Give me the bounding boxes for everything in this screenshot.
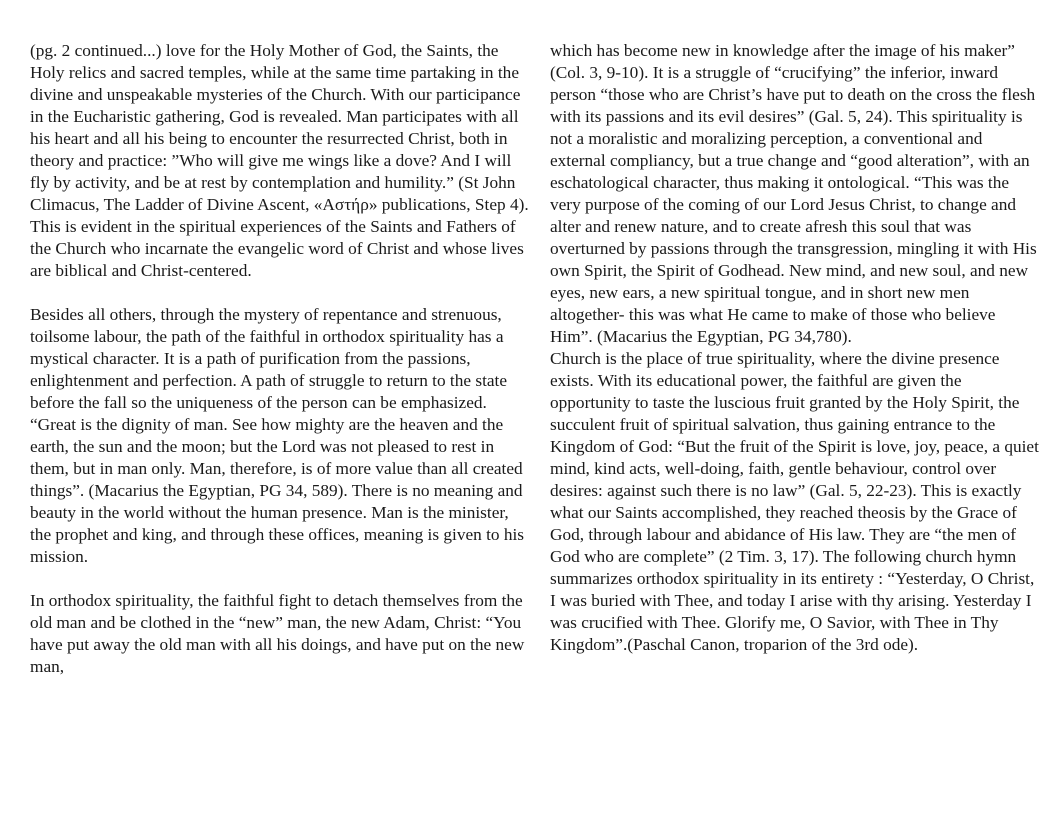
right-column [550, 40, 1040, 656]
paragraph-crucifying: which has become new in knowledge after the image of his maker” (Col. 3, 9-10). It is a struggle of “crucifying” the inferior, inward person “those who are Christ’s have put to death on the cross the flesh with its passions and its evil desires” (Gal. 5, 24). This spirituality is not a moralistic and moralizing perception, a conventional and external compliancy, but a true change and “good alteration”, with an eschatological character, thus making it ontological. “This was the very purpose of the coming of our Lord Jesus Christ, to change and alter and renew nature, and to create afresh this soul that was overturned by passions through the transgression, mingling it with His own Spirit, the Spirit of Godhead. New mind, and new soul, and new eyes, new ears, a new spiritual tongue, and in short new men altogether- this was what He came to make of those who believe Him”. (Macarius the Egyptian, PG 34,780). [550, 41, 1037, 346]
paragraph-eucharist: (pg. 2 continued...) love for the Holy Mother of God, the Saints, the Holy relics and sacred temples, while at the same time partaking in the divine and unspeakable mysteries of the Church. With our participance in the Eucharistic gathering, God is revealed. Man participates with all his heart and all his being to encounter the resurrected Christ, both in theory and practice: ”Who will give me wings like a dove? And I will fly by activity, and be at rest by contemplation and humility.” (St John Climacus, The Ladder of Divine Ascent, «Αστήρ» publications, Step 4). This is evident in the spiritual experiences of the Saints and Fathers of the Church who incarnate the evangelic word of Christ and whose lives are biblical and Christ-centered. [30, 41, 529, 280]
paragraph-new-man: In orthodox spirituality, the faithful fight to detach themselves from the old man and be clothed in the “new” man, the new Adam, Christ: “You have put away the old man with all his doings, and have put on the new man, [30, 591, 525, 676]
left-column [30, 40, 530, 678]
paragraph-mystical-path: Besides all others, through the mystery of repentance and strenuous, toilsome labour, the path of the faithful in orthodox spirituality has a mystical character. It is a path of purification from the passions, enlightenment and perfection. A path of struggle to return to the state before the fall so the uniqueness of the person can be emphasized. “Great is the dignity of man. See how mighty are the heaven and the earth, the sun and the moon; but the Lord was not pleased to rest in them, but in man only. Man, therefore, is of more value than all created things”. (Macarius the Egyptian, PG 34, 589). There is no meaning and beauty in the world without the human presence. Man is the minister, the prophet and king, and through these offices, meaning is given to his mission. [30, 305, 525, 566]
paragraph-church-spirituality: Church is the place of true spirituality, where the divine presence exists. With its educational power, the faithful are given the opportunity to taste the luscious fruit granted by the Holy Spirit, the succulent fruit of spiritual salvation, thus gaining entrance to the Kingdom of God: “But the fruit of the Spirit is love, joy, peace, a quiet mind, kind acts, well-doing, faith, gentle behaviour, control over desires: against such there is no law” (Gal. 5, 22-23). This is exactly what our Saints accomplished, they reached theosis by the Grace of God, through labour and abidance of His law. They are “the men of God who are complete” (2 Tim. 3, 17). The following church hymn summarizes orthodox spirituality in its entirety : “Yesterday, O Christ, I was buried with Thee, and today I arise with thy arising. Yesterday I was crucified with Thee. Glorify me, O Savior, with Thee in Thy Kingdom”.(Paschal Canon, troparion of the 3rd ode). [550, 349, 1039, 654]
